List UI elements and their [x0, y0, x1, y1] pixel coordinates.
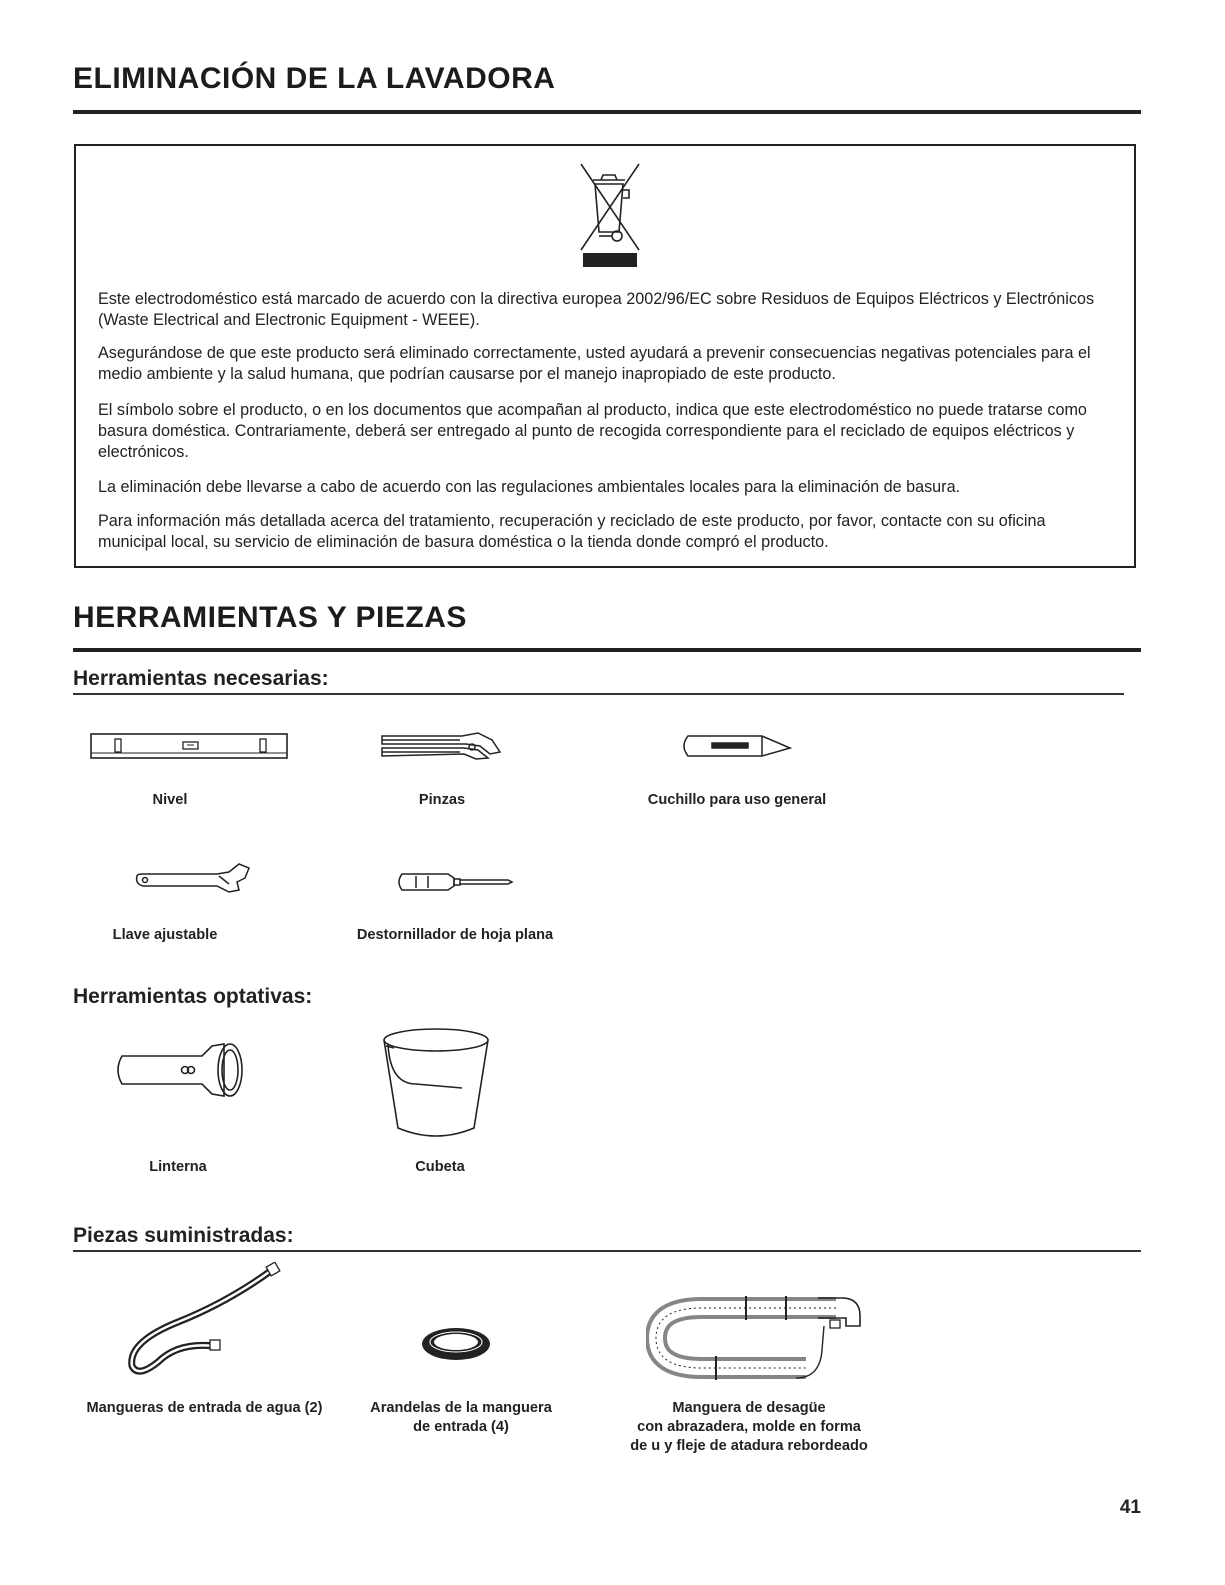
- notice-paragraph-4: La eliminación debe llevarse a cabo de acuerdo con las regulaciones ambientales locales para la eliminación de basura.: [98, 478, 961, 496]
- tool-label-flashlight: Linterna: [149, 1159, 207, 1175]
- notice-paragraph-2: Asegurándose de que este producto será eliminado correctamente, usted ayudará a prevenir consecuencias negativas potenciales para el medio ambiente y la salud humana, que podrían causarse por el manejo inapropiado de este producto.: [98, 344, 1091, 383]
- tool-label-level: Nivel: [152, 792, 188, 808]
- optional-tools-heading: Herramientas optativas:: [73, 985, 313, 1008]
- part-label-inlet-hoses: Mangueras de entrada de agua (2): [86, 1400, 323, 1416]
- tools-title-rule: [73, 648, 1141, 652]
- part-label-drain-hose: Manguera de desagüe con abrazadera, molde en forma de u y fleje de atadura rebordeado: [630, 1400, 868, 1454]
- tool-label-adjustable-wrench: Llave ajustable: [112, 927, 218, 943]
- notice-paragraph-5: Para información más detallada acerca del tratamiento, recuperación y reciclado de este producto, por favor, contacte con su oficina municipal local, su servicio de eliminación de basura doméstica o la tienda donde compró el producto.: [98, 512, 1046, 551]
- adjustable-wrench-icon: [133, 862, 253, 898]
- tool-label-pliers: Pinzas: [418, 792, 466, 808]
- inlet-hose-icon: [118, 1262, 286, 1380]
- notice-paragraph-1: Este electrodoméstico está marcado de acuerdo con la directiva europea 2002/96/EC sobre Residuos de Equipos Eléctricos y Electrónicos (Waste Electrical and Electronic Equipment - WEEE).: [98, 290, 1095, 329]
- tool-label-bucket: Cubeta: [415, 1159, 465, 1175]
- part-label-hose-washers: Arandelas de la manguera de entrada (4): [370, 1400, 552, 1435]
- notice-paragraph-3: El símbolo sobre el producto, o en los documentos que acompañan al producto, indica que este electrodoméstico no puede tratarse como basura doméstica. Contrariamente, deberá ser entregado al punto de recogida correspondiente para el reciclado de equipos eléctricos y electrónicos.: [98, 401, 1087, 461]
- supplied-parts-heading: Piezas suministradas:: [73, 1224, 294, 1247]
- tools-title: HERRAMIENTAS Y PIEZAS: [73, 601, 467, 634]
- flat-screwdriver-icon: [396, 870, 516, 894]
- tool-label-utility-knife: Cuchillo para uso general: [647, 792, 827, 808]
- supplied-parts-rule: [73, 1250, 1141, 1252]
- required-tools-rule: [73, 693, 1124, 695]
- pliers-icon: [380, 730, 505, 762]
- disposal-title: ELIMINACIÓN DE LA LAVADORA: [73, 62, 556, 95]
- bucket-icon: [380, 1024, 492, 1142]
- tool-label-flat-screwdriver: Destornillador de hoja plana: [356, 927, 554, 943]
- flashlight-icon: [112, 1034, 244, 1104]
- weee-notice-box: [74, 144, 1136, 568]
- utility-knife-icon: [678, 732, 792, 760]
- hose-washer-icon: [418, 1324, 494, 1364]
- page-number: 41: [1119, 1497, 1141, 1518]
- drain-hose-icon: [646, 1290, 872, 1386]
- level-icon: [90, 733, 288, 759]
- required-tools-heading: Herramientas necesarias:: [73, 667, 329, 690]
- disposal-title-rule: [73, 110, 1141, 114]
- crossed-out-wheelie-bin-icon: [571, 158, 647, 270]
